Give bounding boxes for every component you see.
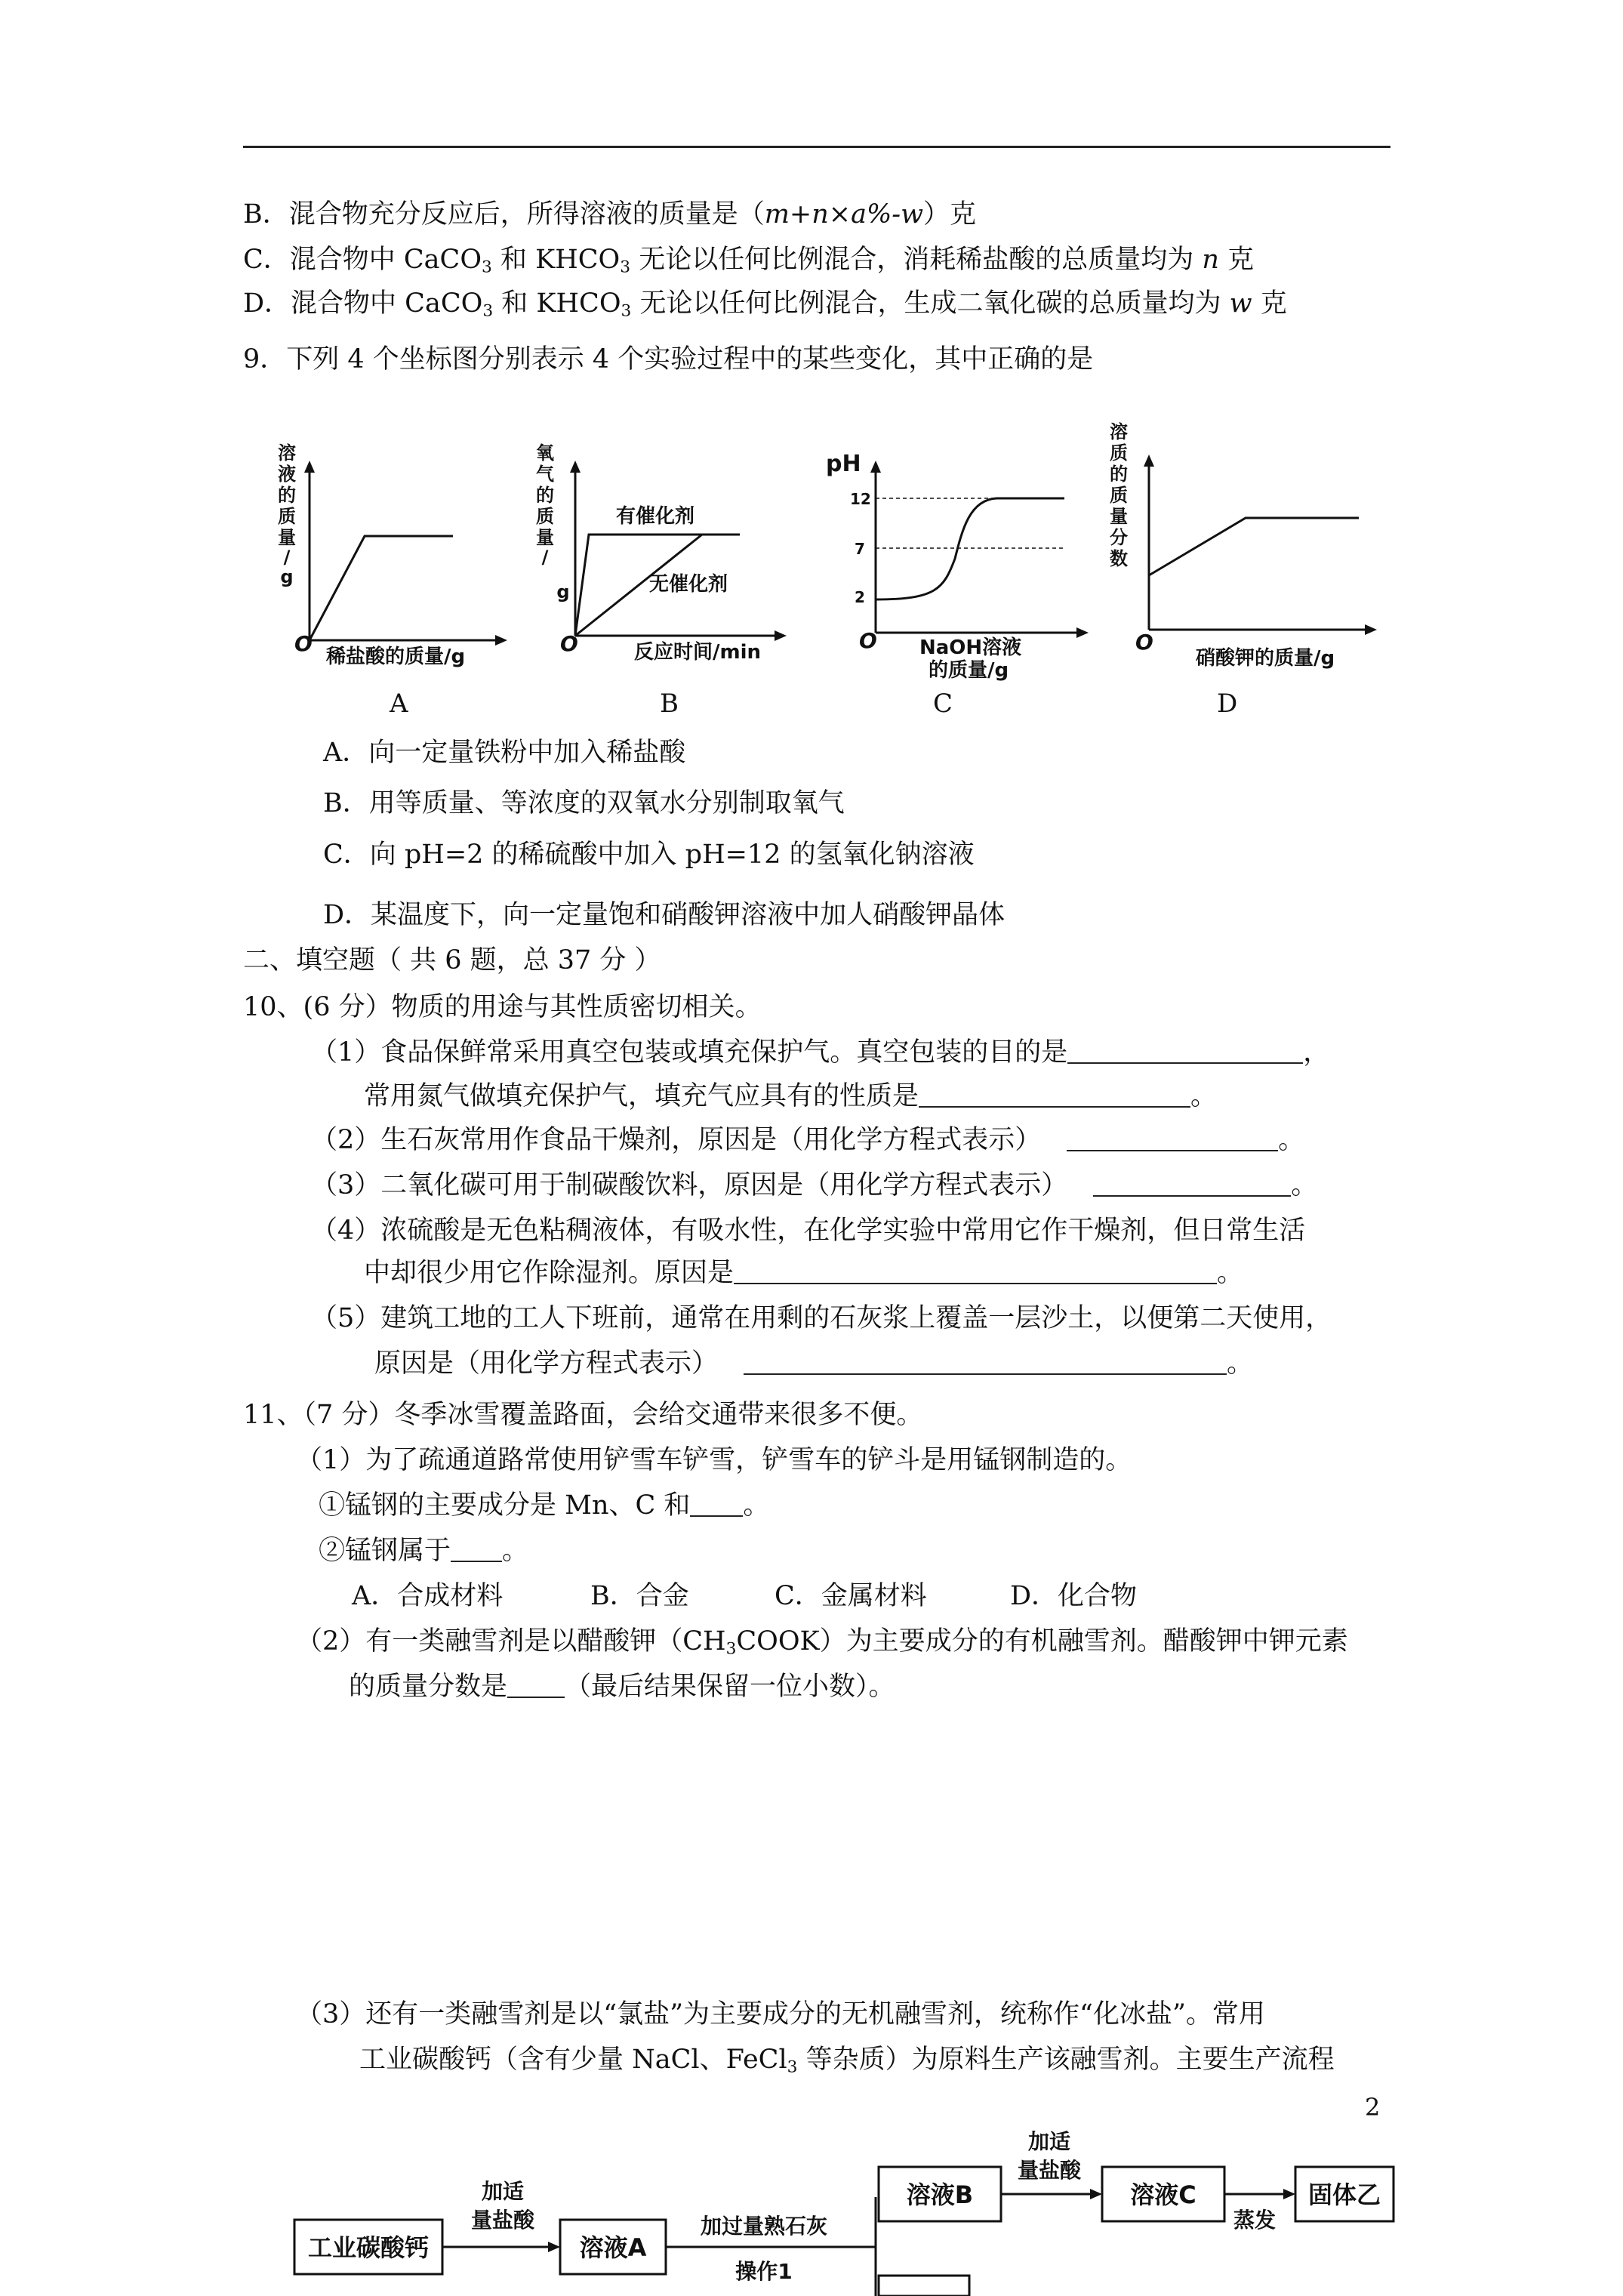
q10-part3: （3）二氧化碳可用于制碳酸饮料，原因是（用化学方程式表示） 。	[311, 1170, 1318, 1200]
graph-b-x-arrow	[775, 630, 787, 641]
graph-c-y-arrow	[870, 461, 881, 473]
graph-c-tick-2: 2	[855, 588, 865, 606]
q11-choice-b: B．合金	[590, 1581, 689, 1611]
page-number: 2	[1365, 2093, 1381, 2122]
q11-blank-2[interactable]	[451, 1538, 502, 1562]
flow-box-solid-a	[879, 2276, 969, 2296]
q9-option-d: D．某温度下，向一定量饱和硝酸钾溶液中加人硝酸钾晶体	[323, 900, 1006, 930]
graph-d	[1102, 415, 1389, 680]
graph-d-ylabel-2: 质	[1110, 442, 1128, 464]
flow-arrow-4-label: 蒸发	[1233, 2208, 1277, 2233]
graph-c-x-arrow	[1076, 627, 1089, 638]
graph-d-y-arrow	[1144, 455, 1154, 467]
graph-b-ylabel-2: 气	[536, 464, 554, 485]
header-rule	[243, 146, 1390, 148]
graph-a-ylabel-2: 液	[278, 464, 296, 485]
graph-d-ylabel-1: 溶	[1110, 421, 1128, 442]
q11-part3-line2: 工业碳酸钙（含有少量 NaCl、FeCl$_3$ 等杂质）为原料生产该融雪剂。主要生产流程	[359, 2045, 1335, 2077]
flow-arrow-2-label-bottom: 操作1	[735, 2259, 793, 2284]
graph-a-ylabel-4: 质	[278, 506, 296, 527]
graph-b-ylabel-6: /	[541, 547, 549, 568]
graph-b-caption: B	[660, 689, 679, 719]
flow-solid-b-label: 固体乙	[1307, 2180, 1381, 2209]
graph-c	[823, 438, 1110, 695]
q10-stem: 10、(6 分）物质的用途与其性质密切相关。	[243, 992, 762, 1022]
q10-part5-line2: 原因是（用化学方程式表示） 。	[374, 1348, 1254, 1379]
graph-a-caption: A	[390, 689, 408, 719]
graph-b-ylabel-3: 的	[536, 485, 554, 506]
graph-a-y-arrow	[304, 461, 315, 473]
q11-part1-1: ①锰钢的主要成分是 Mn、C 和 。	[319, 1490, 770, 1521]
q10-blank-4[interactable]	[1093, 1173, 1291, 1197]
graph-c-tick-7: 7	[855, 540, 865, 558]
flow-arrow-1-label-top: 加适	[481, 2179, 525, 2204]
q11-choice-c: C．金属材料	[775, 1581, 927, 1611]
graph-a-ylabel-3: 的	[278, 485, 296, 506]
graph-b-y-arrow	[570, 461, 581, 473]
q10-blank-3[interactable]	[1067, 1127, 1278, 1151]
q10-blank-2[interactable]	[919, 1083, 1190, 1108]
q10-part5-line1: （5）建筑工地的工人下班前，通常在用剩的石灰浆上覆盖一层沙土，以便第二天使用，	[311, 1303, 1332, 1333]
q11-blank-3[interactable]	[507, 1674, 565, 1698]
q10-part2: （2）生石灰常用作食品干燥剂，原因是（用化学方程式表示） 。	[311, 1125, 1305, 1155]
graph-a-origin: O	[294, 631, 313, 656]
graph-b-ylabel-5: 量	[536, 527, 554, 548]
flow-solution-b-label: 溶液B	[906, 2180, 974, 2209]
graph-b-label-nocatalyst: 无催化剂	[649, 573, 728, 596]
q9-option-c: C．向 pH=2 的稀硫酸中加入 pH=12 的氢氧化钠溶液	[323, 840, 975, 870]
q10-part4-line1: （4）浓硫酸是无色粘稠液体，有吸水性，在化学实验中常用它作干燥剂，但日常生活	[311, 1216, 1306, 1246]
flowchart	[287, 2114, 1404, 2296]
graph-a-x-arrow	[495, 635, 507, 646]
graph-c-tick-12: 12	[850, 490, 871, 508]
graph-d-caption: D	[1217, 689, 1238, 719]
graph-a-ylabel-5: 量	[278, 527, 296, 548]
graph-c-origin: O	[859, 628, 877, 653]
q10-part1-line1: （1）食品保鲜常采用真空包装或填充保护气。真空包装的目的是 ，	[311, 1037, 1330, 1068]
q11-part2-line2: 的质量分数是 （最后结果保留一位小数）。	[349, 1672, 895, 1702]
graph-b-origin: O	[560, 631, 578, 656]
q9-stem: 9．下列 4 个坐标图分别表示 4 个实验过程中的某些变化，其中正确的是	[243, 344, 1094, 374]
graph-d-ylabel-4: 质	[1110, 485, 1128, 506]
q10-part1-line2: 常用氮气做填充保护气，填充气应具有的性质是 。	[364, 1081, 1218, 1111]
q8-option-b: B．混合物充分反应后，所得溶液的质量是（m+n×a%-w）克	[243, 199, 977, 230]
flow-arrow-3-label-top: 加适	[1027, 2129, 1071, 2154]
graph-c-caption: C	[933, 689, 953, 719]
flow-arrow-3-label-bottom: 量盐酸	[1017, 2158, 1082, 2183]
flow-arrow-1-label-bottom: 量盐酸	[470, 2208, 535, 2233]
graph-a-curve	[310, 536, 453, 640]
graph-c-xlabel-2: 的质量/g	[929, 659, 1009, 682]
q8-option-c: C．混合物中 CaCO$_3$ 和 $KHCO_3$ 无论以任何比例混合，消耗稀盐酸的总质量均为 n 克	[243, 245, 1255, 277]
graph-c-ylabel: pH	[826, 451, 861, 477]
graph-b-xlabel: 反应时间/min	[634, 641, 762, 664]
graph-b-ylabel-1: 氧	[536, 442, 554, 464]
q10-blank-5[interactable]	[734, 1260, 1217, 1284]
q11-part2-line1: （2）有一类融雪剂是以醋酸钾$(CH_3COOK)$为主要成分的有机融雪剂。醋酸钾中钾元素	[296, 1626, 1348, 1659]
q10-blank-1[interactable]	[1067, 1040, 1303, 1064]
flow-arrow-2-label-top: 加过量熟石灰	[700, 2214, 828, 2239]
graph-c-xlabel-1: NaOH溶液	[919, 636, 1022, 659]
q10-part4-line2: 中却很少用它作除湿剂。原因是 。	[364, 1258, 1244, 1288]
q11-choice-a: A．合成材料	[352, 1581, 504, 1611]
graph-c-curve	[876, 498, 1064, 599]
graph-b	[528, 438, 800, 680]
graph-d-curve	[1149, 518, 1359, 575]
graph-d-xlabel: 硝酸钾的质量/g	[1196, 647, 1335, 670]
graph-d-x-arrow	[1365, 624, 1377, 635]
q9-option-b: B．用等质量、等浓度的双氧水分别制取氧气	[323, 788, 845, 818]
section-heading: 二、填空题（ 共 6 题，总 37 分 ）	[243, 945, 661, 975]
graph-a-xlabel: 稀盐酸的质量/g	[326, 646, 466, 668]
q8-option-d: D．混合物中 CaCO$_3$ 和 $KHCO_3$ 无论以任何比例混合，生成二氧化碳的总质量均为 w 克	[243, 288, 1287, 321]
graph-d-ylabel-7: 数	[1110, 548, 1128, 569]
graph-a	[257, 438, 513, 680]
flow-solution-a-label: 溶液A	[579, 2233, 647, 2262]
graph-b-label-catalyst: 有催化剂	[616, 505, 695, 528]
flow-solution-c-label: 溶液C	[1130, 2180, 1196, 2209]
graph-a-ylabel-1: 溶	[278, 442, 296, 464]
graph-d-ylabel-6: 分	[1110, 527, 1128, 548]
q11-part1-2: ②锰钢属于 。	[319, 1536, 529, 1566]
graph-d-ylabel-5: 量	[1110, 506, 1128, 527]
graph-b-ylabel-7: g	[556, 581, 570, 603]
q11-part3-line1: （3）还有一类融雪剂是以“氯盐”为主要成分的无机融雪剂，统称作“化冰盐”。常用	[296, 1999, 1265, 2029]
q10-blank-6[interactable]	[744, 1351, 1227, 1375]
flow-start-label: 工业碳酸钙	[307, 2233, 430, 2262]
graph-a-ylabel-7: g	[280, 566, 294, 587]
q11-stem: 11、（7 分）冬季冰雪覆盖路面，会给交通带来很多不便。	[243, 1400, 923, 1430]
q11-blank-1[interactable]	[690, 1493, 743, 1517]
q11-choice-d: D．化合物	[1010, 1581, 1138, 1611]
q9-option-a: A．向一定量铁粉中加入稀盐酸	[323, 738, 686, 768]
graph-d-ylabel-3: 的	[1110, 464, 1128, 485]
q11-part1: （1）为了疏通道路常使用铲雪车铲雪，铲雪车的铲斗是用锰钢制造的。	[296, 1445, 1132, 1475]
graph-b-ylabel-4: 质	[536, 506, 554, 527]
graph-a-ylabel-6: /	[283, 547, 291, 568]
graph-d-origin: O	[1135, 630, 1153, 655]
